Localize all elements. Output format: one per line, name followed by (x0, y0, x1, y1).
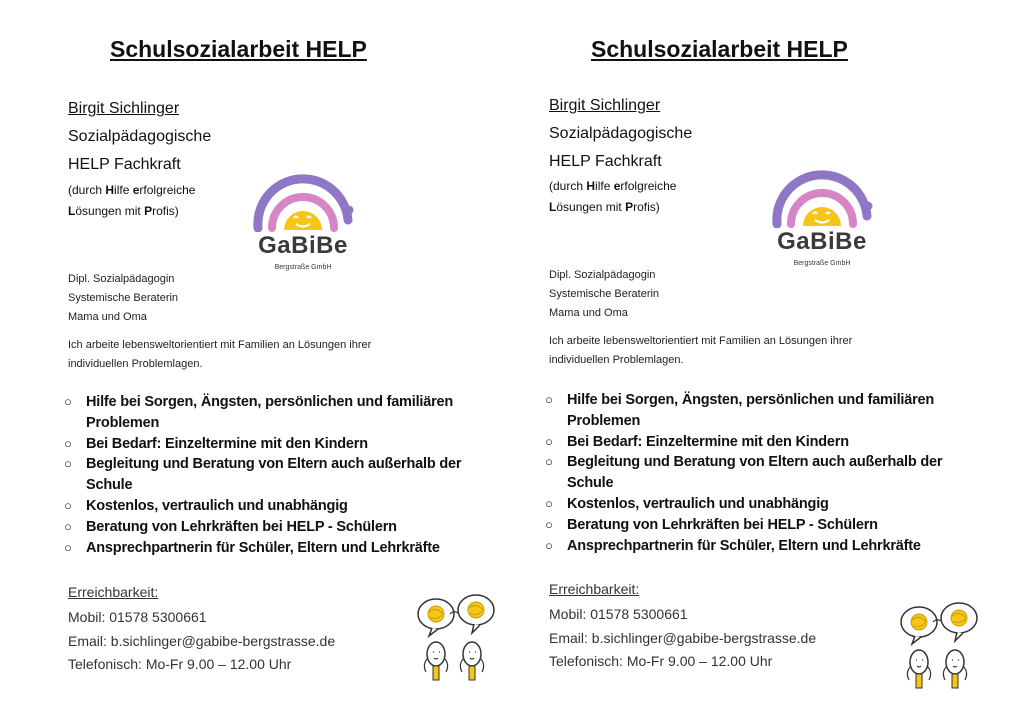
office-hours: Telefonisch: Mo-Fr 9.00 – 12.00 Uhr (549, 653, 773, 669)
bullet-circle-icon: ○ (545, 454, 553, 470)
role-line-2: HELP Fachkraft (549, 153, 662, 170)
logo-wordmark: GaBiBe (777, 228, 867, 255)
office-hours: Telefonisch: Mo-Fr 9.00 – 12.00 Uhr (68, 656, 292, 672)
service-list (545, 390, 949, 556)
list-item: ○ Beratung von Lehrkräften bei HELP - Schülern (68, 517, 468, 538)
list-item: ○ Ansprechpartnerin für Schüler, Eltern und Lehrkräfte (549, 536, 949, 557)
bullet-circle-icon: ○ (64, 394, 72, 409)
list-item: ○ Kostenlos, vertraulich und unabhängig (68, 496, 468, 517)
rainbow-icon (769, 166, 875, 228)
role-line-1: Sozialpädagogische (68, 128, 212, 145)
service-list (64, 392, 468, 558)
logo-wordmark: GaBiBe (258, 232, 348, 259)
bullet-circle-icon: ○ (545, 537, 553, 553)
mobile-number: Mobil: 01578 5300661 (68, 609, 207, 625)
list-item: ○ Beratung von Lehrkräften bei HELP - Schülern (549, 515, 949, 536)
bullet-circle-icon: ○ (545, 495, 553, 511)
acronym-explanation: (durch Hilfe erfolgreiche Lösungen mit Profis) (68, 183, 196, 218)
bullet-circle-icon: ○ (64, 539, 72, 555)
logo-subtitle: Bergstraße GmbH (793, 260, 851, 267)
qualification: Mama und Oma (549, 307, 628, 319)
email-address: Email: b.sichlinger@gabibe-bergstrasse.de (68, 632, 336, 649)
list-item: ○ Hilfe bei Sorgen, Ängsten, persönlichen und familiären Problemen (545, 392, 935, 429)
qualification: Systemische Beraterin (549, 288, 660, 300)
intro-text: Ich arbeite lebensweltorientiert mit Familien an Lösungen ihrer individuellen Problemlagen. (68, 339, 372, 370)
mobile-number: Mobil: 01578 5300661 (549, 606, 688, 622)
list-item: ○ Hilfe bei Sorgen, Ängsten, persönlichen und familiären Problemen (64, 394, 454, 431)
contact-heading: Erreichbarkeit: (68, 584, 159, 600)
contact-name: Birgit Sichlinger (68, 100, 180, 117)
intro-text: Ich arbeite lebensweltorientiert mit Familien an Lösungen ihrer individuellen Problemlagen. (549, 335, 853, 366)
role-line-1: Sozialpädagogische (549, 125, 693, 142)
qualifications (68, 270, 178, 327)
role-line-2: HELP Fachkraft (68, 156, 181, 173)
qualification: Dipl. Sozialpädagogin (68, 273, 175, 285)
contact-details (549, 603, 816, 674)
logo-subtitle: Bergstraße GmbH (274, 264, 332, 271)
rainbow-icon (250, 170, 356, 232)
flyer-title: Schulsozialarbeit HELP (591, 36, 848, 62)
list-item: ○ Bei Bedarf: Einzeltermine mit den Kindern (549, 432, 949, 453)
list-item: ○ Kostenlos, vertraulich und unabhängig (549, 494, 949, 515)
bullet-circle-icon: ○ (64, 435, 72, 451)
qualification: Mama und Oma (68, 311, 147, 323)
qualification: Dipl. Sozialpädagogin (549, 269, 656, 281)
bullet-circle-icon: ○ (64, 456, 72, 472)
two-people-thinking-icon (414, 592, 500, 686)
contact-details (68, 606, 335, 677)
list-item: ○ Begleitung und Beratung von Eltern auch außerhalb der Schule (545, 454, 943, 492)
list-item: ○ Begleitung und Beratung von Eltern auch außerhalb der Schule (64, 456, 462, 494)
contact-name: Birgit Sichlinger (549, 97, 661, 114)
gabibe-logo (769, 166, 875, 276)
qualifications (549, 266, 659, 323)
bullet-circle-icon: ○ (545, 516, 553, 532)
acronym-explanation: (durch Hilfe erfolgreiche Lösungen mit Profis) (549, 179, 677, 214)
flyer-left (64, 0, 538, 724)
bullet-circle-icon: ○ (64, 497, 72, 513)
bullet-circle-icon: ○ (545, 433, 553, 449)
qualification: Systemische Beraterin (68, 292, 179, 304)
gabibe-logo (250, 170, 356, 280)
list-item: ○ Bei Bedarf: Einzeltermine mit den Kindern (68, 434, 468, 455)
bullet-circle-icon: ○ (545, 392, 553, 407)
bullet-circle-icon: ○ (64, 518, 72, 534)
flyer-title: Schulsozialarbeit HELP (110, 36, 367, 62)
list-item: ○ Ansprechpartnerin für Schüler, Eltern und Lehrkräfte (68, 538, 468, 559)
contact-heading: Erreichbarkeit: (549, 581, 640, 597)
flyer-right (545, 0, 1019, 724)
email-address: Email: b.sichlinger@gabibe-bergstrasse.de (549, 629, 817, 646)
two-people-thinking-icon (897, 600, 983, 694)
